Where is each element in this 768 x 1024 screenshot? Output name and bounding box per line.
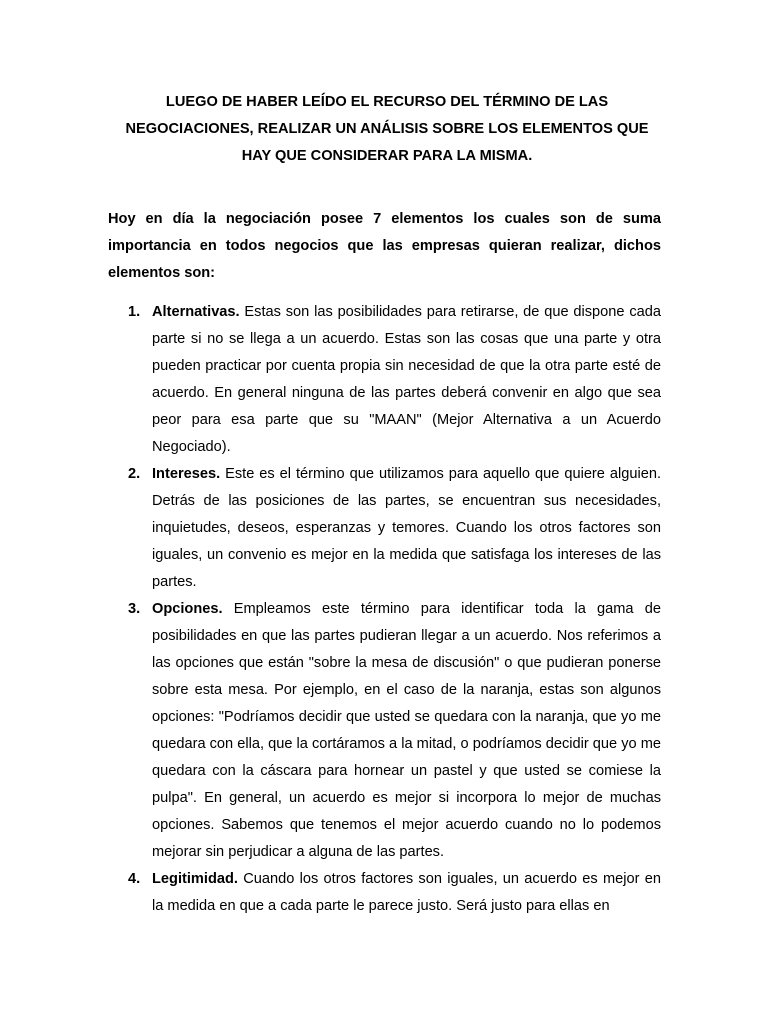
item-number: 4. (128, 871, 141, 887)
item-text: Empleamos este término para identificar toda la gama de posibilidades en que las partes pudieran llegar a un acuerdo. Nos referimos a las opciones que están "sobre la mesa de discusión" o que pudieran ponerse sobre esta mesa. Por ejemplo, en el caso de la naranja, estas son algunos opciones: "Podríamos decidir que usted se quedara con la naranja, que yo me quedara con ella, que la cortáramos a la mitad, o podríamos decidir que yo me quedara con la cáscara para hornear un pastel y que usted se comiese la pulpa". En general, un acuerdo es mejor si incorpora lo mejor de muchas opciones. Sabemos que tenemos el mejor acuerdo cuando no lo podemos mejorar sin perjudicar a alguna de las partes. (152, 601, 661, 860)
item-number: 3. (128, 601, 141, 617)
item-term: Intereses. (152, 466, 221, 482)
item-term: Legitimidad. (152, 871, 238, 887)
title-line: HAY QUE CONSIDERAR PARA LA MISMA. (241, 148, 533, 164)
item-term: Alternativas. (152, 304, 240, 320)
elements-list (108, 299, 661, 920)
list-item-intereses (108, 461, 661, 596)
title-line: LUEGO DE HABER LEÍDO EL RECURSO DEL TÉRMINO DE LAS (165, 94, 609, 110)
list-item-opciones (108, 596, 661, 866)
document-title (96, 89, 678, 170)
list-item-alternativas (108, 299, 661, 461)
item-term: Opciones. (152, 601, 223, 617)
intro-paragraph: Hoy en día la negociación posee 7 elementos los cuales son de suma importancia en todos negocios que las empresas quieran realizar, dichos elementos son: (108, 211, 661, 281)
title-line: NEGOCIACIONES, REALIZAR UN ANÁLISIS SOBRE LOS ELEMENTOS QUE (125, 121, 649, 137)
item-text: Estas son las posibilidades para retirarse, de que dispone cada parte si no se llega a un acuerdo. Estas son las cosas que una parte y otra pueden practicar por cuenta propia sin necesidad de que la otra parte esté de acuerdo. En general ninguna de las partes deberá convenir en algo que sea peor para esa parte que su "MAAN" (Mejor Alternativa a un Acuerdo Negociado). (152, 304, 661, 455)
item-number: 1. (128, 304, 141, 320)
item-text: Este es el término que utilizamos para aquello que quiere alguien. Detrás de las posiciones de las partes, se encuentran sus necesidades, inquietudes, deseos, esperanzas y temores. Cuando los otros factores son iguales, un convenio es mejor en la medida que satisfaga los intereses de las partes. (152, 466, 661, 590)
item-text: Cuando los otros factores son iguales, un acuerdo es mejor en la medida en que a cada parte le parece justo. Será justo para ellas en (152, 871, 661, 914)
item-number: 2. (128, 466, 141, 482)
list-item-legitimidad (108, 866, 661, 920)
